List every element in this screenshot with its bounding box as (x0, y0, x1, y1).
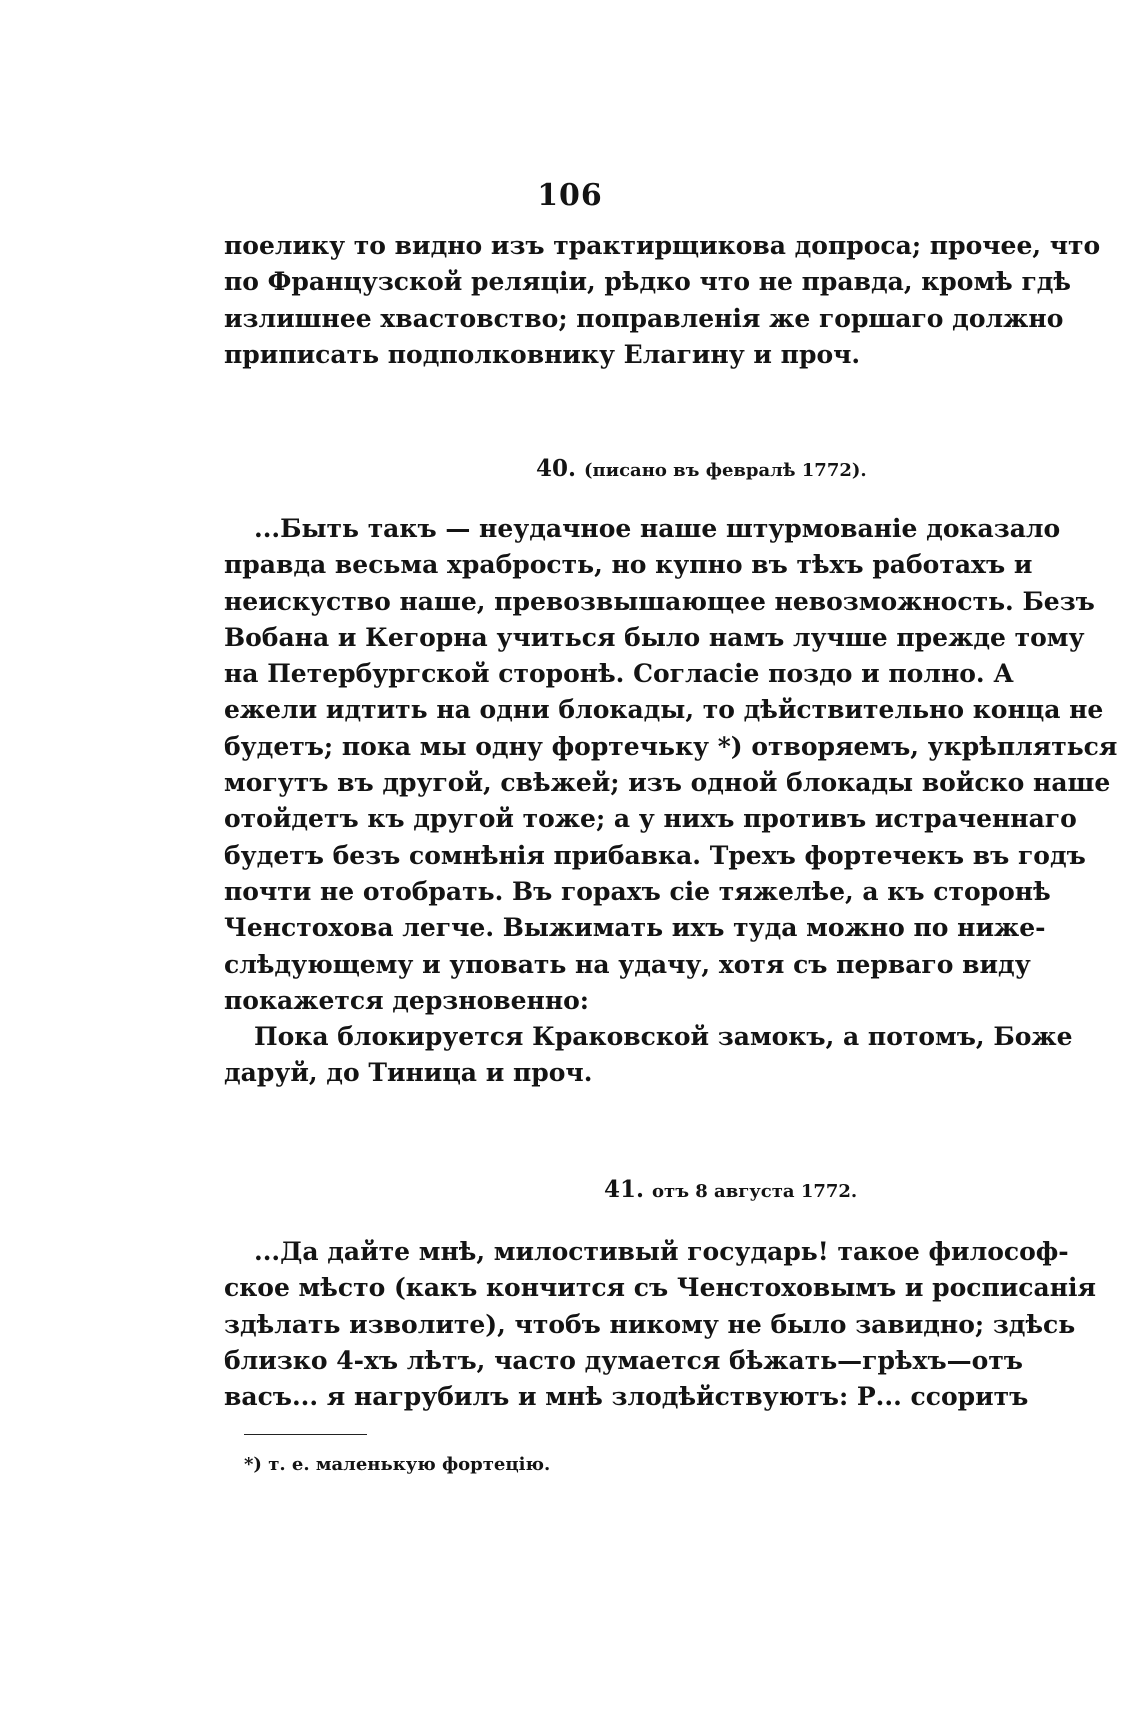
letter-41-heading (604, 1176, 857, 1203)
text-line: Пока блокируется Краковской замокъ, а потомъ, Боже (254, 1022, 1073, 1052)
text-line: ежели идтить на одни блокады, то дѣйствительно конца не (224, 695, 1104, 725)
text-line: ...Быть такъ — неудачное наше штурмованіе доказало (254, 514, 1061, 543)
text-line: близко 4-хъ лѣтъ, часто думается бѣжать—грѣхъ—отъ (224, 1345, 1023, 1375)
text-line: почти не отобрать. Въ горахъ сіе тяжелѣе, а къ сторонѣ (224, 876, 1051, 906)
text-line: васъ... я нагрубилъ и мнѣ злодѣйствуютъ: Р... ссоритъ (224, 1382, 1029, 1412)
letter-40-body (224, 511, 1118, 1092)
text-line: здѣлать изволите), чтобъ никому не было завидно; здѣсь (224, 1309, 1076, 1339)
letter-date: отъ 8 августа 1772. (652, 1181, 858, 1202)
text-line: Ченстохова легче. Выжимать ихъ туда можно по ниже- (224, 913, 1046, 943)
text-line: правда весьма храбрость, но купно въ тѣхъ работахъ и (224, 550, 1033, 580)
text-line: по Французской реляціи, рѣдко что не правда, кромѣ гдѣ (224, 267, 1072, 297)
letter-number: 41. (604, 1176, 645, 1203)
text-line: поелику то видно изъ трактирщикова допроса; прочее, что (224, 231, 1101, 260)
letter-41-body (224, 1234, 1096, 1415)
text-line: отойдетъ къ другой тоже; а у нихъ противъ истраченнаго (224, 804, 1077, 834)
text-line: приписать подполковнику Елагину и проч. (224, 339, 861, 369)
text-line: слѣдующему и уповать на удачу, хотя съ перваго виду (224, 949, 1031, 979)
text-line: неискуство наше, превозвышающее невозможность. Безъ (224, 586, 1095, 616)
text-line: ское мѣсто (какъ кончится съ Ченстоховымъ и росписанія (224, 1273, 1096, 1303)
footnote: *) т. е. маленькую фортецію. (244, 1454, 551, 1475)
text-line: излишнее хвастовство; поправленія же горшаго должно (224, 303, 1064, 333)
text-line: могутъ въ другой, свѣжей; изъ одной блокады войско наше (224, 768, 1111, 798)
text-line: будетъ безъ сомнѣнія прибавка. Трехъ фортечекъ въ годъ (224, 840, 1086, 870)
letter-number: 40. (536, 455, 577, 482)
text-line: покажется дерзновенно: (224, 985, 590, 1015)
paragraph-continuation (224, 228, 1101, 373)
letter-date: (писано въ февралѣ 1772). (584, 460, 867, 481)
page-number: 106 (537, 178, 603, 213)
text-line: будетъ; пока мы одну фортечьку *) отворяемъ, укрѣпляться (224, 731, 1118, 761)
text-line: Вобана и Кегорна учиться было намъ лучше прежде тому (224, 622, 1085, 652)
footnote-divider (244, 1434, 367, 1435)
text-line: ...Да дайте мнѣ, милостивый государь! такое философ- (254, 1237, 1069, 1266)
text-line: даруй, до Тиница и проч. (224, 1058, 593, 1088)
letter-40-heading (536, 455, 867, 482)
text-line: на Петербургской сторонѣ. Согласіе поздо и полно. А (224, 659, 1014, 689)
